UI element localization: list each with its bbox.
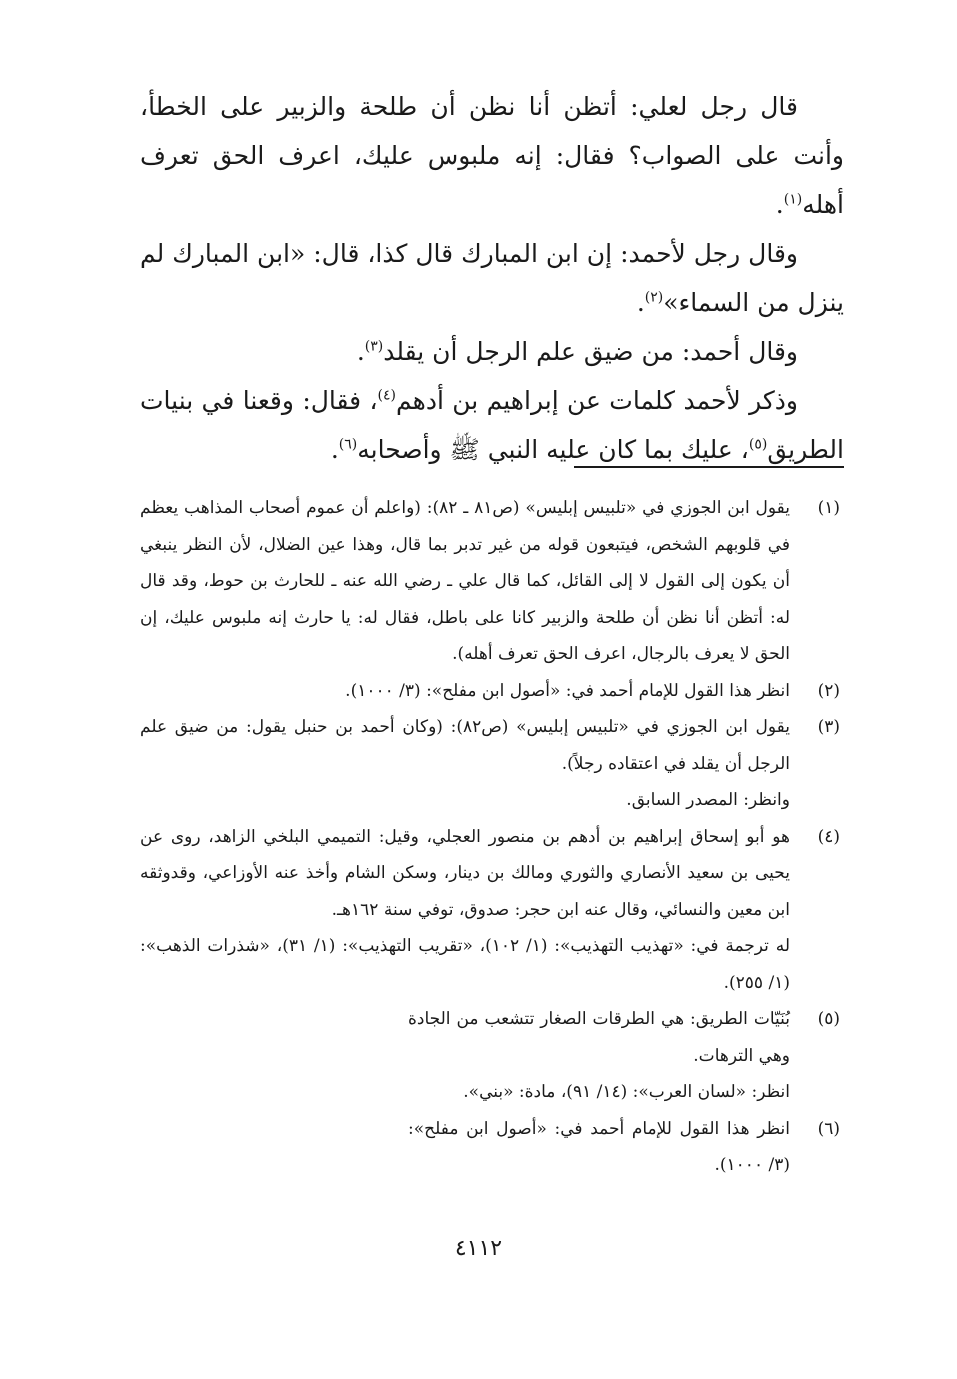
footnote-ref-6[interactable]: (٦) — [338, 436, 358, 453]
footnote-ref-2[interactable]: (٢) — [644, 289, 664, 306]
footnote-2 — [140, 673, 844, 710]
footnote-number: (١) — [817, 498, 840, 518]
footnote-separator — [574, 466, 844, 468]
footnote-3 — [140, 709, 844, 819]
footnote-ref-5[interactable]: (٥) — [748, 436, 768, 453]
footnote-text: وانظر: المصدر السابق. — [626, 790, 790, 810]
footnote-5 — [408, 1001, 844, 1111]
footnote-ref-4[interactable]: (٤) — [377, 387, 397, 404]
footnote-number: (٣) — [817, 717, 840, 737]
footnote-text: يقول ابن الجوزي في «تلبيس إبليس» (ص٨١ ـ ٨٢): (واعلم أن عموم أصحاب المذاهب يعظم في قلوبهم الشخص، فيتبعون قوله من غير تدبر بما قال، وهذا عين الضلال، لأن النظر ينبغي أن يكون إلى القول لا إلى القائل، كما قال علي ـ رضي الله عنه ـ للحارث بن حوط، وقد قال له: أتظن أنا نظن أن طلحة والزبير كانا على باطل، فقال له: يا حارث إنه ملبوس عليك، إن الحق لا يعرف بالرجال، اعرف الحق تعرف أهله). — [140, 498, 790, 664]
page-number: ٤١١٢ — [454, 1236, 503, 1261]
footnote-1 — [140, 490, 844, 673]
footnote-text: يقول ابن الجوزي في «تلبيس إبليس» (ص٨٢): (وكان أحمد بن حنبل يقول: من ضيق علم الرجل أن يقلد في اعتقاده رجلاً). — [140, 717, 790, 774]
footnote-text: انظر هذا القول للإمام أحمد في: «أصول ابن مفلح»: (٣/ ١٠٠٠). — [345, 680, 790, 701]
footnote-text: هو أبو إسحاق إبراهيم بن أدهم بن منصور العجلي، وقيل: التميمي البلخي الزاهد، روى عن يحيى بن سعيد الأنصاري والثوري ومالك بن دينار، وسكن الشام وأخذ عنه الأوزاعي، وقدوثقه ابن معين والنسائي، وقال عنه ابن حجر: صدوق، توفي سنة ١٦٢هـ. — [140, 826, 790, 920]
paragraph-3: وقال أحمد: من ضيق علم الرجل أن يقلد$^{(٣)}$. — [356, 337, 798, 366]
footnote-text: انظر: «لسان العرب»: (١٤/ ٩١)، مادة: «بني». — [463, 1082, 790, 1102]
footnote-number: (٢) — [817, 680, 840, 701]
footnote-4 — [140, 819, 844, 1002]
paragraph-2: وقال رجل لأحمد: إن ابن المبارك قال كذا، قال: «ابن المبارك لم ينزل من السماء»$^{(٢)}$. — [140, 239, 844, 317]
main-text — [140, 82, 844, 474]
footnote-number: (٤) — [817, 826, 840, 847]
footnote-6 — [408, 1111, 844, 1184]
footnote-ref-3[interactable]: (٣) — [364, 338, 384, 355]
paragraph-1: قال رجل لعلي: أتظن أنا نظن أن طلحة والزبير على الخطأ، وأنت على الصواب؟ فقال: إنه ملبوس عليك، اعرف الحق تعرف أهله$^{(١)}$. — [140, 92, 844, 219]
footnote-text: له ترجمة في: «تهذيب التهذيب»: (١/ ١٠٢)، «تقريب التهذيب»: (١/ ٣١)، «شذرات الذهب»: (١/ ٢٥٥). — [140, 936, 790, 993]
paragraph-4: وذكر لأحمد كلمات عن إبراهيم بن أدهم$^{(٤)}$، فقال: وقعنا في بنيات الطريق$^{(٥)}$، عليك بما كان عليه النبي ﷺ وأصحابه$^{(٦)}$. — [140, 386, 844, 464]
footnotes — [140, 490, 844, 1184]
footnote-number: (٦) — [817, 1118, 840, 1139]
footnote-text: انظر هذا القول للإمام أحمد في: «أصول ابن مفلح»: (٣/ ١٠٠٠). — [408, 1118, 790, 1175]
footnote-number: (٥) — [817, 1009, 840, 1029]
footnote-text: بُنَيّات الطريق: هي الطرقات الصغار تتشعب من الجادة وهي الترهات. — [408, 1009, 790, 1066]
footnote-ref-1[interactable]: (١) — [783, 191, 803, 208]
